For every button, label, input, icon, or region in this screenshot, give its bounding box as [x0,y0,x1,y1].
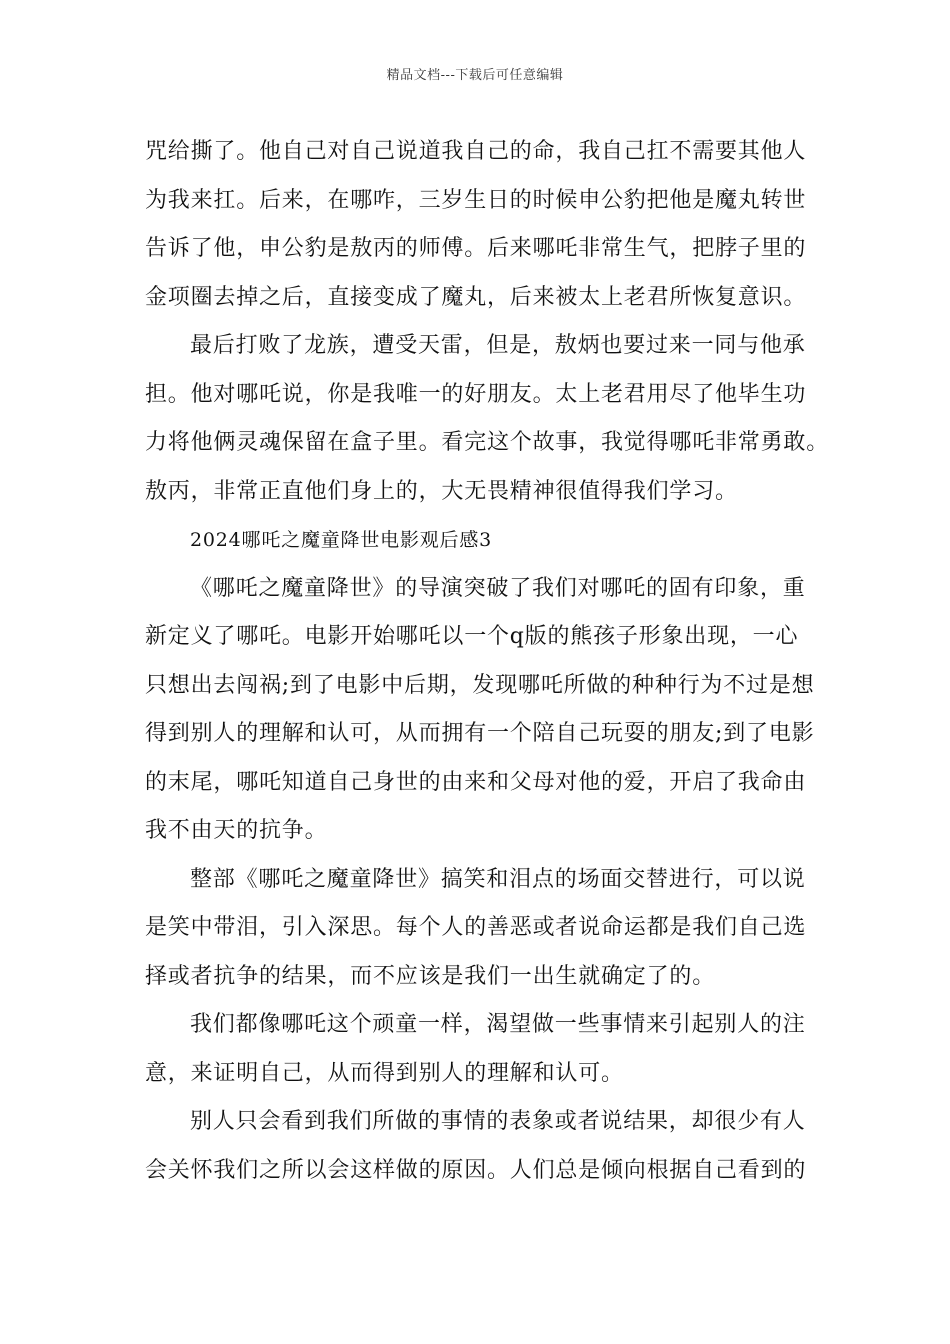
text-line: 咒给撕了。他自己对自己说道我自己的命，我自己扛不需要其他人 [145,139,807,164]
text-line: 敖丙，非常正直他们身上的，大无畏精神很值得我们学习。 [145,478,738,504]
text-line: 我不由天的抗争。 [145,818,328,843]
text-line: 力将他俩灵魂保留在盒子里。看完这个故事，我觉得哪吒非常勇敢。 [145,430,830,455]
text-line: 《哪吒之魔童降世》的导演突破了我们对哪吒的固有印象，重 [190,575,806,601]
text-line: 意，来证明自己，从而得到别人的理解和认可。 [145,1060,624,1086]
text-line: 会关怀我们之所以会这样做的原因。人们总是倾向根据自己看到的 [145,1157,807,1183]
text-line: 整部《哪吒之魔童降世》搞笑和泪点的场面交替进行，可以说 [190,866,806,892]
text-line: 择或者抗争的结果，而不应该是我们一出生就确定了的。 [145,963,716,989]
text-line: 为我来扛。后来，在哪咋，三岁生日的时候申公豹把他是魔丸转世 [145,187,807,213]
text-line: 金项圈去掉之后，直接变成了魔丸，后来被太上老君所恢复意识。 [145,284,807,310]
section-heading: 2024哪吒之魔童降世电影观后感3 [190,529,493,551]
text-line: 我们都像哪吒这个顽童一样，渴望做一些事情来引起别人的注 [190,1012,806,1037]
text-line: 新定义了哪吒。电影开始哪吒以一个q版的熊孩子形象出现，一心 [145,624,799,649]
text-line: 别人只会看到我们所做的事情的表象或者说结果，却很少有人 [190,1109,806,1134]
document-body [145,128,830,1195]
text-line: 得到别人的理解和认可，从而拥有一个陪自己玩耍的朋友;到了电影 [145,721,815,746]
text-line: 担。他对哪吒说，你是我唯一的好朋友。太上老君用尽了他毕生功 [145,381,807,407]
page-header: 精品文档---下载后可任意编辑 [386,68,564,83]
text-line: 告诉了他，申公豹是敖丙的师傅。后来哪吒非常生气，把脖子里的 [145,236,807,261]
text-line: 最后打败了龙族，遭受天雷，但是，敖炳也要过来一同与他承 [190,333,806,358]
text-line: 的末尾，哪吒知道自己身世的由来和父母对他的爱，开启了我命由 [145,769,807,795]
text-line: 是笑中带泪，引入深思。每个人的善恶或者说命运都是我们自己选 [145,915,807,940]
text-line: 只想出去闯祸;到了电影中后期，发现哪吒所做的种种行为不过是想 [145,672,815,698]
